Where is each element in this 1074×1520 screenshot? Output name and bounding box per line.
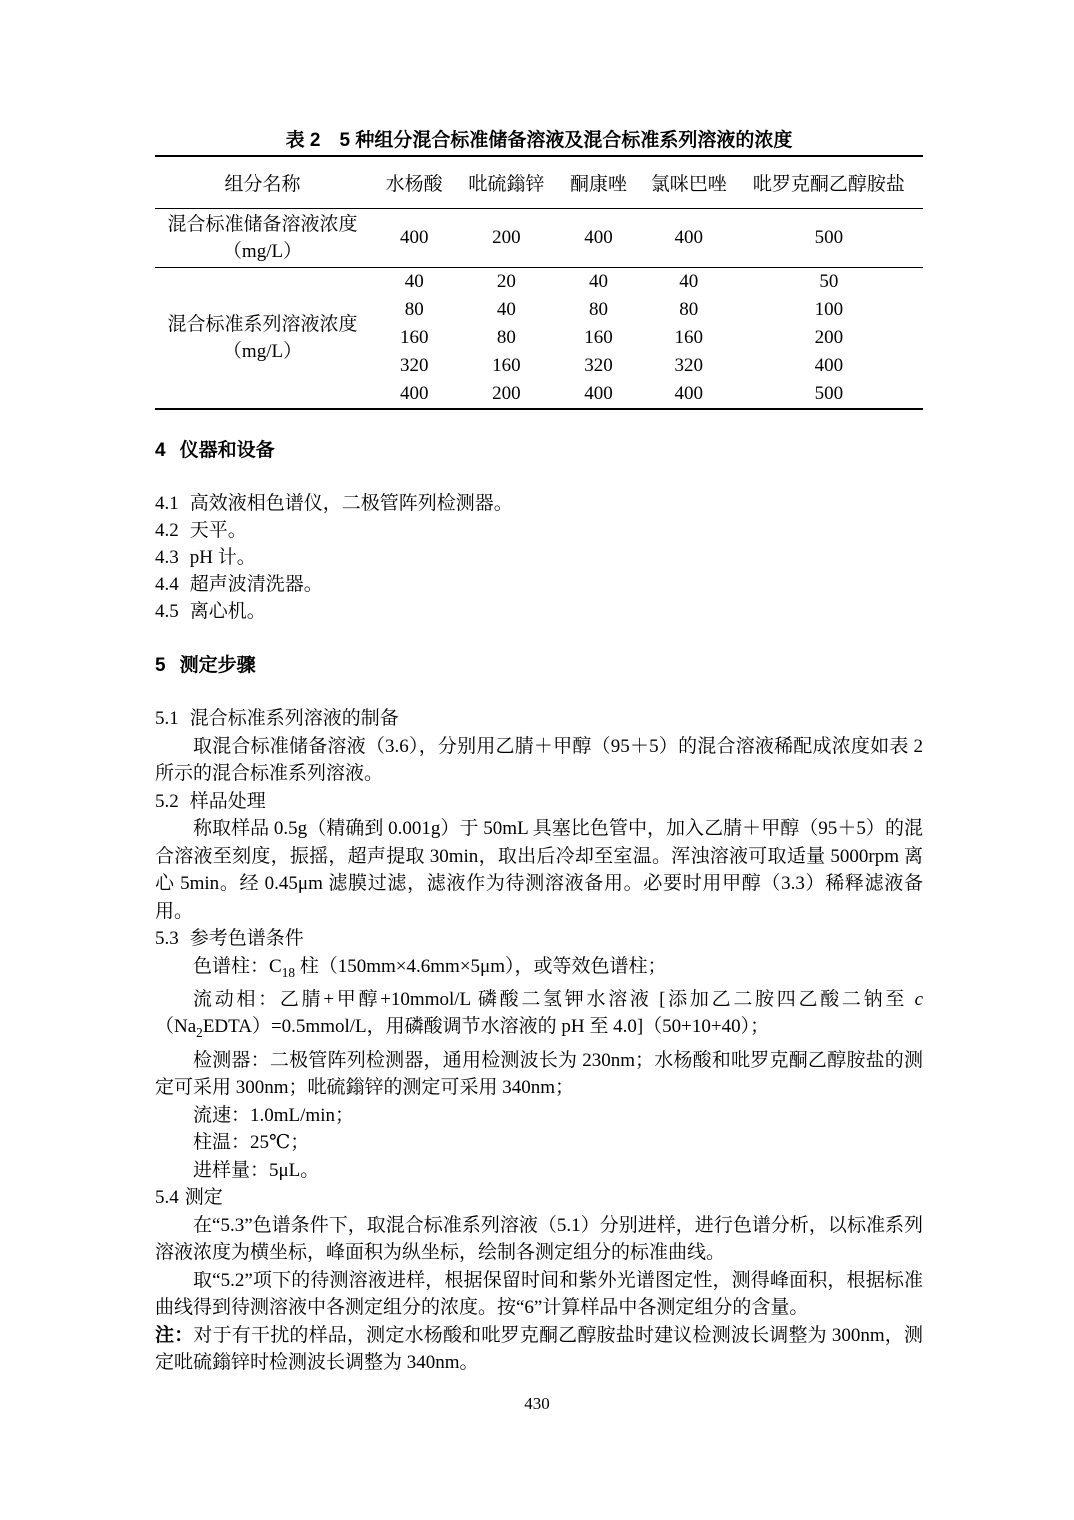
item-number: 4.3 — [155, 547, 179, 568]
value-cell: 20 40 80 160 200 — [492, 271, 521, 404]
subsection-5-2-heading — [155, 788, 923, 816]
row-label — [155, 268, 370, 410]
item-number: 4.5 — [155, 601, 179, 622]
value-cell: 40 80 160 320 400 — [399, 271, 429, 404]
item-number: 4.1 — [155, 493, 179, 514]
item-number: 4.4 — [155, 574, 179, 595]
section-4-heading — [155, 438, 923, 464]
item-text: 天平。 — [189, 520, 247, 541]
concentration-table — [155, 155, 923, 410]
paragraph-5-4-2: 取“5.2”项下的待测溶液进样，根据保留时间和紫外光谱图定性，测得峰面积，根据标准曲线得到待测溶液中各测定组分的浓度。按“6”计算样品中各测定组分的含量。 — [155, 1269, 923, 1319]
item-text: 高效液相色谱仪，二极管阵列检测器。 — [189, 493, 513, 514]
row-label — [155, 209, 370, 268]
flow-rate-line: 流速：1.0mL/min； — [193, 1104, 354, 1126]
section-title: 测定步骤 — [179, 655, 256, 676]
value-cell: 400 — [554, 209, 642, 268]
column-header-salicylic-acid: 水杨酸 — [370, 156, 458, 209]
section-number: 5 — [155, 655, 166, 676]
row-label-unit: （mg/L） — [222, 241, 303, 262]
item-number: 4.2 — [155, 520, 179, 541]
subsection-title: 样品处理 — [189, 790, 266, 812]
note-text: 对于有干扰的样品，测定水杨酸和吡罗克酮乙醇胺盐时建议检测波长调整为 300nm，测定吡硫鎓锌时检测波长调整为 340nm。 — [155, 1324, 923, 1374]
subsection-title: 混合标准系列溶液的制备 — [189, 708, 399, 729]
subscript: 18 — [281, 964, 295, 980]
value-cell: 400 — [370, 209, 458, 268]
subsection-number: 5.3 — [155, 928, 179, 949]
row-label-text: 混合标准储备溶液浓度 — [167, 214, 358, 235]
equipment-item — [155, 544, 923, 571]
equipment-item — [155, 517, 923, 544]
column-header-component: 组分名称 — [155, 156, 370, 209]
subsection-number: 5.1 — [155, 708, 179, 729]
series-solution-row — [155, 268, 923, 410]
equipment-list — [155, 490, 923, 625]
value-cell: 500 — [735, 209, 923, 268]
subsection-title: 测定 — [184, 1187, 223, 1209]
column-header-ketoconazole: 酮康唑 — [554, 156, 642, 209]
item-text: 离心机。 — [189, 601, 266, 622]
note-label: 注： — [155, 1324, 194, 1346]
row-label-unit: （mg/L） — [222, 341, 303, 362]
item-text: 超声波清洗器。 — [189, 574, 323, 595]
row-label-text: 混合标准系列溶液浓度 — [167, 314, 358, 335]
value-cell: 40 80 160 320 400 — [584, 271, 613, 404]
subsection-5-3-heading — [155, 925, 923, 953]
column-temperature-line: 柱温：25℃； — [193, 1132, 310, 1154]
subscript: 2 — [196, 1025, 203, 1041]
detector-line: 检测器：二极管阵列检测器，通用检测波长为 230nm；水杨酸和吡罗克酮乙醇胺盐的测定可采用 300nm；吡硫鎓锌的测定可采用 340nm； — [155, 1049, 923, 1099]
paragraph-5-2: 称取样品 0.5g（精确到 0.001g）于 50mL 具塞比色管中，加入乙腈＋甲醇（95＋5）的混合溶液至刻度，振摇，超声提取 30min，取出后冷却至室温。浑浊溶液可取适量 5000rpm 离心 5min。经 0.45μm 滤膜过滤，滤液作为待测溶液备用。必要时用甲醇（3.3）稀释滤液备用。 — [155, 818, 923, 922]
item-text: pH 计。 — [189, 547, 256, 568]
column-header-piroctone-olamine: 吡罗克酮乙醇胺盐 — [735, 156, 923, 209]
subsection-5-1-heading — [155, 705, 923, 733]
section-5-body — [155, 705, 923, 1377]
chromatography-column-line: 色谱柱：$C_{18}$ 柱（150mm×4.6mm×5μm），或等效色谱柱； — [193, 955, 667, 980]
value-cell: 50 100 200 400 500 — [814, 271, 844, 404]
note-paragraph — [155, 1322, 923, 1377]
variable-c: c — [914, 988, 923, 1010]
subsection-5-4-heading — [155, 1184, 923, 1212]
stock-solution-row — [155, 209, 923, 268]
column-header-climbazole: 氯咪巴唑 — [643, 156, 735, 209]
value-cell: 200 — [458, 209, 554, 268]
subsection-number: 5.4 — [155, 1187, 179, 1209]
paragraph-5-4-1: 在“5.3”色谱条件下，取混合标准系列溶液（5.1）分别进样，进行色谱分析，以标准系列溶液浓度为横坐标，峰面积为纵坐标，绘制各测定组分的标准曲线。 — [155, 1214, 923, 1264]
column-header-zinc-pyrithione: 吡硫鎓锌 — [458, 156, 554, 209]
equipment-item — [155, 571, 923, 598]
page-content — [155, 130, 923, 1377]
table-header-row — [155, 156, 923, 209]
section-number: 4 — [155, 440, 166, 461]
subsection-number: 5.2 — [155, 790, 179, 812]
paragraph-5-1: 取混合标准储备溶液（3.6），分别用乙腈＋甲醇（95＋5）的混合溶液稀配成浓度如表 2 所示的混合标准系列溶液。 — [155, 735, 923, 784]
table-caption: 表 2 5 种组分混合标准储备溶液及混合标准系列溶液的浓度 — [285, 130, 793, 151]
subsection-title: 参考色谱条件 — [189, 928, 304, 949]
equipment-item — [155, 598, 923, 625]
injection-volume-line: 进样量：5μL。 — [193, 1159, 320, 1181]
value-cell: 400 — [643, 209, 735, 268]
value-cell: 40 80 160 320 400 — [674, 271, 703, 404]
section-5-heading — [155, 653, 923, 679]
equipment-item — [155, 490, 923, 517]
section-title: 仪器和设备 — [179, 440, 275, 461]
page-number: 430 — [524, 1394, 550, 1413]
mobile-phase-line: 流动相：乙腈+甲醇+10mmol/L 磷酸二氢钾水溶液 [添加乙二胺四乙酸二钠至 $c(Na_2EDTA)=0.5mmol/L$，用磷酸调节水溶液的 pH 至 4.0]（50+10+40）； — [155, 988, 923, 1041]
